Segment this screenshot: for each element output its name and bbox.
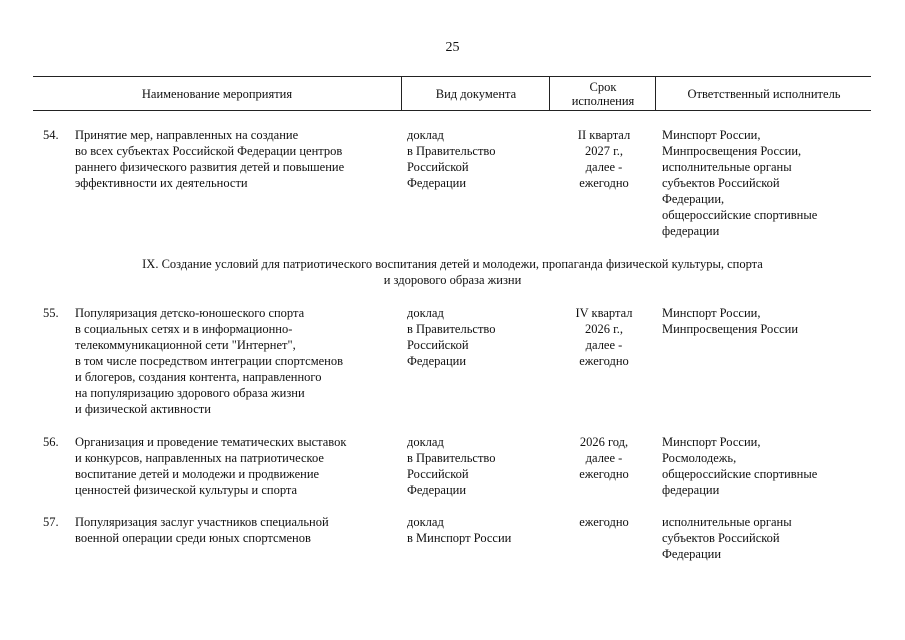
- row-doc-type: доклад в Правительство Российской Федерации: [407, 435, 496, 497]
- row-number: 55.: [43, 306, 59, 320]
- table-header: [33, 76, 871, 111]
- page-number: 25: [445, 40, 460, 55]
- row-doc-type: доклад в Минспорт России: [407, 515, 512, 545]
- header-term: Срок исполнения: [549, 77, 656, 110]
- row-term: ежегодно: [579, 515, 629, 529]
- row-name: Организация и проведение тематических выставок и конкурсов, направленных на патриотическое воспитание детей и молодежи и продвижение ценностей физической культуры и спорта: [75, 435, 347, 497]
- header-doc-type: Вид документа: [401, 77, 550, 110]
- header-name: Наименование мероприятия: [141, 86, 293, 101]
- row-responsible: Минспорт России, Росмолодежь, общероссийские спортивные федерации: [662, 435, 818, 497]
- row-number: 57.: [43, 515, 59, 529]
- row-name: Популяризация детско-юношеского спорта в социальных сетях и в информационно- телекоммуникационной сети "Интернет", в том числе посредством интеграции спортсменов и блогеров, создания контента, направленного на популяризацию здорового образа жизни и физической активности: [75, 306, 344, 416]
- row-number: 56.: [43, 435, 59, 449]
- section-title: IX. Создание условий для патриотического воспитания детей и молодежи, пропаганда физической культуры, спорта и здорового образа жизни: [142, 257, 763, 287]
- row-name: Популяризация заслуг участников специальной военной операции среди юных спортсменов: [75, 515, 329, 545]
- row-responsible: Минспорт России, Минпросвещения России, исполнительные органы субъектов Российской Федерации, общероссийские спортивные федерации: [662, 128, 818, 238]
- row-doc-type: доклад в Правительство Российской Федерации: [407, 306, 496, 368]
- row-term: IV квартал 2026 г., далее - ежегодно: [575, 306, 633, 368]
- row-number: 54.: [43, 128, 59, 142]
- row-responsible: Минспорт России, Минпросвещения России: [662, 306, 799, 336]
- row-name: Принятие мер, направленных на создание во всех субъектах Российской Федерации центров раннего физического развития детей и повышение эффективности их деятельности: [75, 128, 345, 190]
- row-term: 2026 год, далее - ежегодно: [579, 435, 629, 481]
- row-responsible: исполнительные органы субъектов Российской Федерации: [662, 515, 792, 561]
- header-responsible: Ответственный исполнитель: [655, 77, 872, 110]
- row-doc-type: доклад в Правительство Российской Федерации: [407, 128, 496, 190]
- row-term: II квартал 2027 г., далее - ежегодно: [577, 128, 631, 190]
